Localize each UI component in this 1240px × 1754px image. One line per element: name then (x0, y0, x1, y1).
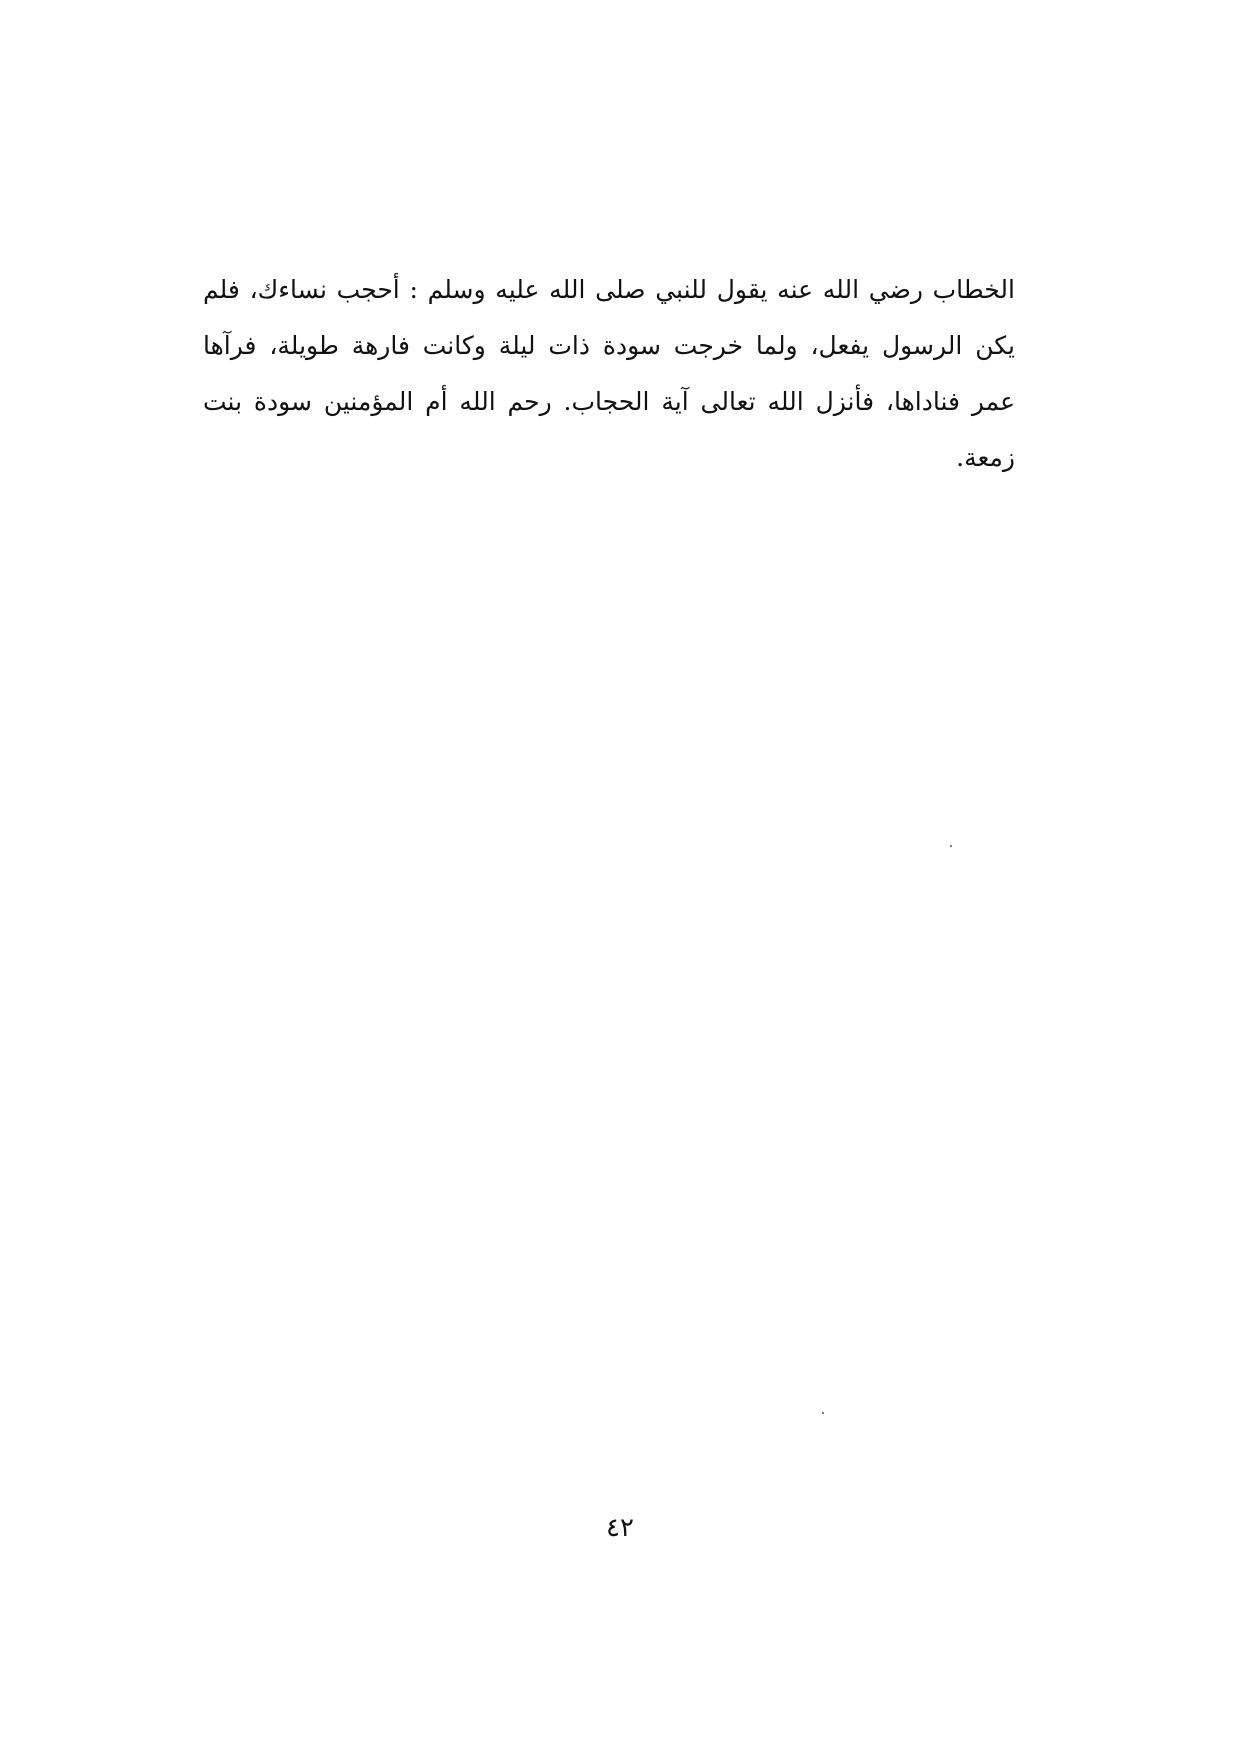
scan-speck (822, 1412, 824, 1414)
body-paragraph (203, 262, 1015, 486)
scan-speck (950, 845, 952, 847)
page-number: ٤٢ (606, 1513, 634, 1543)
text-line-4: زمعة. (956, 443, 1015, 472)
text-line-3: عمر فناداها، فأنزل الله تعالى آية الحجاب. رحم الله أم المؤمنين سودة بنت (203, 387, 1015, 416)
text-line-2: يكن الرسول يفعل، ولما خرجت سودة ذات ليلة وكانت فارهة طويلة، فرآها (203, 331, 1015, 360)
text-line-1: الخطاب رضي الله عنه يقول للنبي صلى الله عليه وسلم : أحجب نساءك، فلم (203, 275, 1015, 304)
